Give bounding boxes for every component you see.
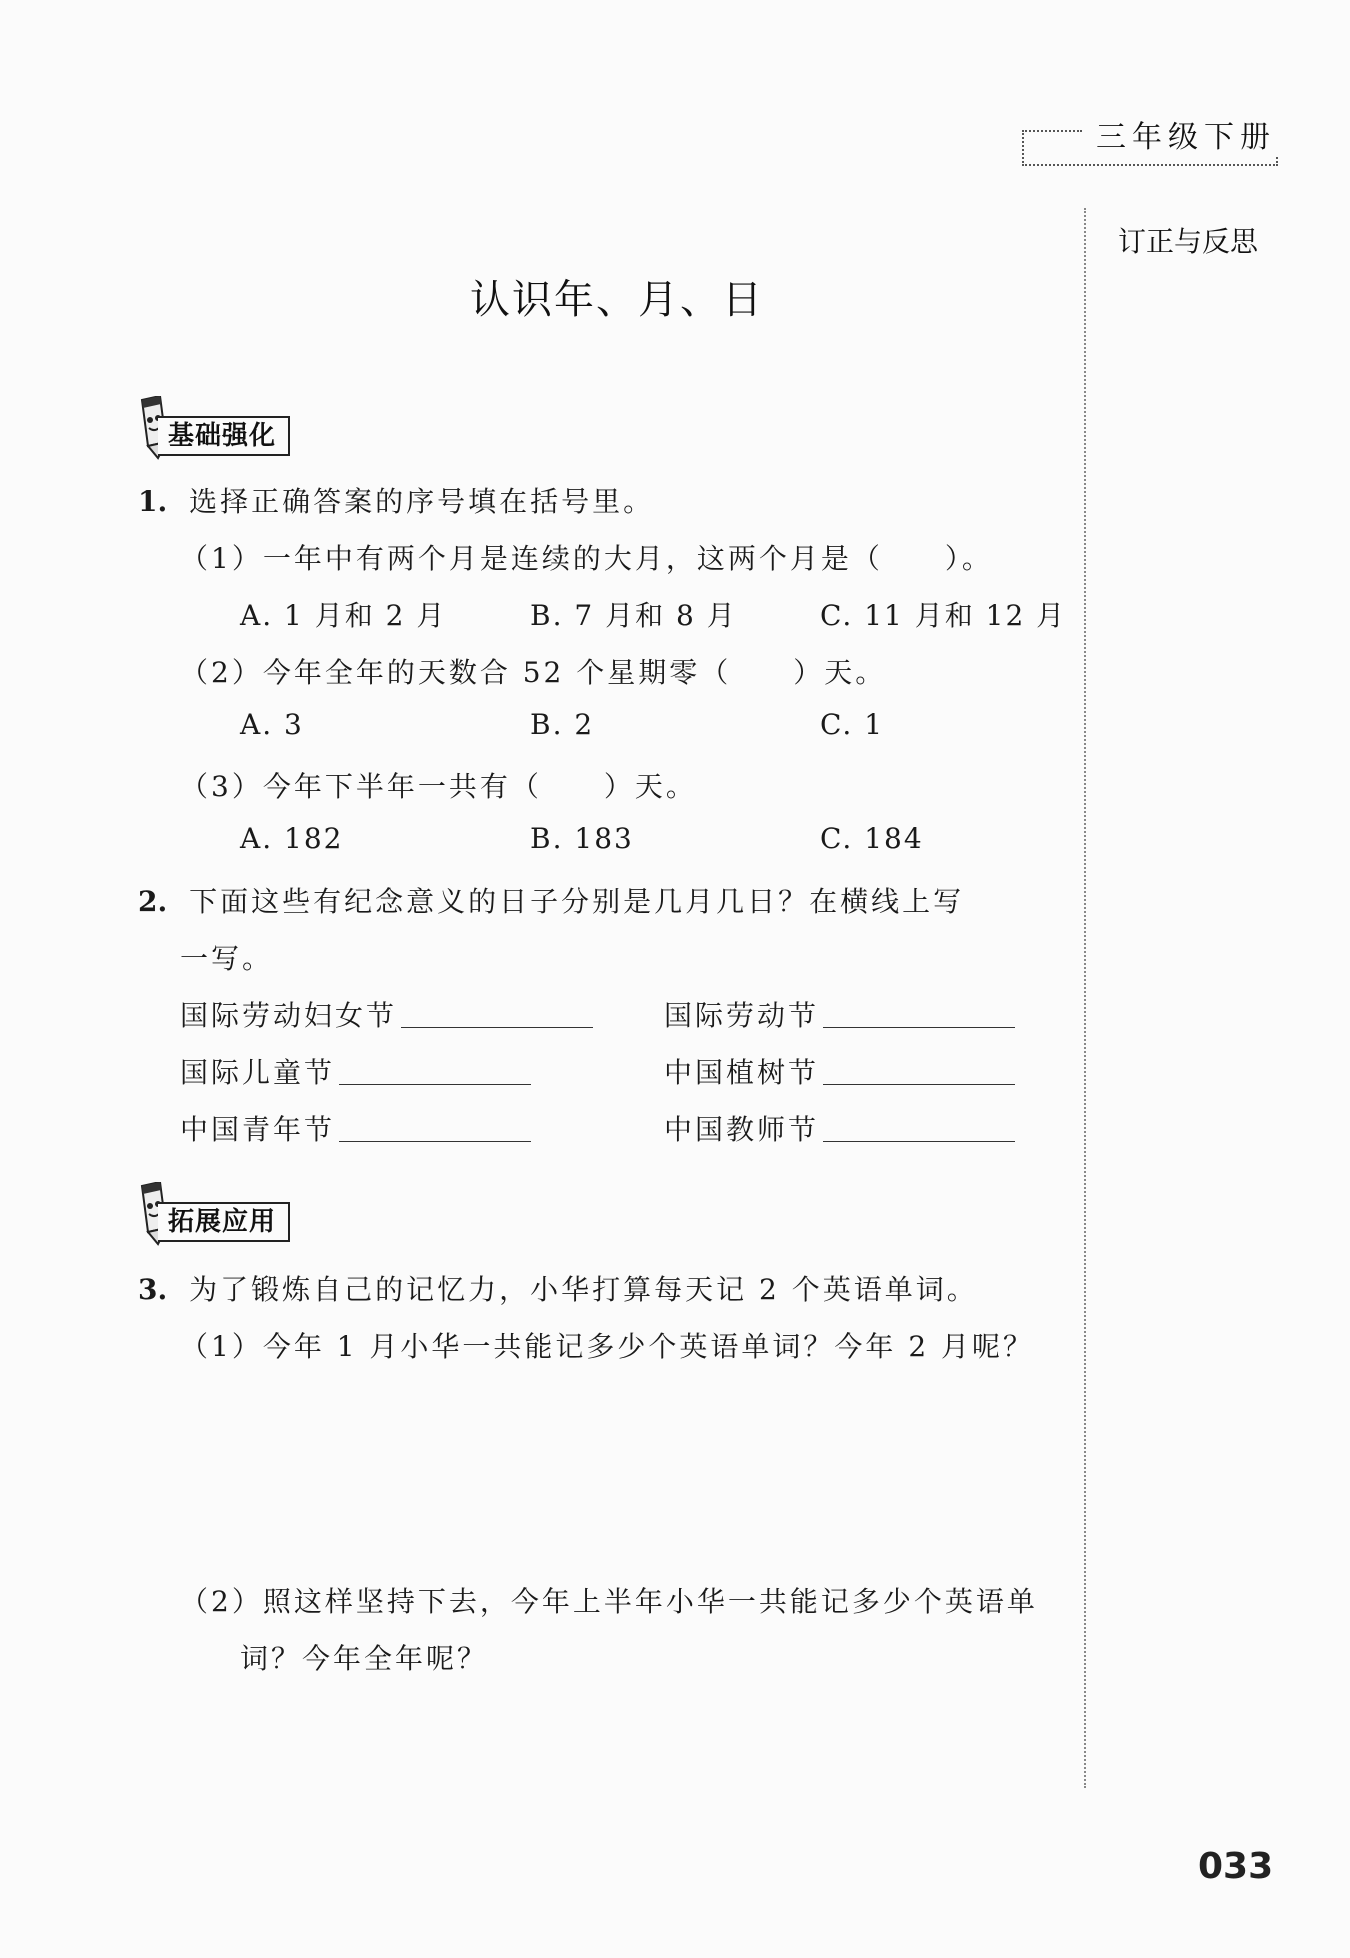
grade-tab-rule-left bbox=[1022, 130, 1082, 132]
holiday-label: 国际劳动妇女节 bbox=[180, 999, 398, 1032]
answer-area[interactable] bbox=[180, 1380, 1060, 1560]
question-3-part-1: （1）今年 1 月小华一共能记多少个英语单词？今年 2 月呢？ bbox=[180, 1330, 1035, 1363]
option-a: A. 3 bbox=[240, 708, 304, 741]
answer-blank[interactable] bbox=[823, 1083, 1015, 1085]
question-1-stem bbox=[138, 480, 654, 520]
grade-label: 三年级下册 bbox=[1082, 112, 1290, 156]
question-3-stem bbox=[138, 1268, 978, 1308]
question-number: 3. bbox=[138, 1273, 168, 1306]
question-1-part-3: （3）今年下半年一共有（ ）天。 bbox=[180, 770, 697, 803]
option-b: B. 7 月和 8 月 bbox=[530, 599, 737, 632]
question-2-stem-continued: 一写。 bbox=[180, 942, 274, 975]
sidebar-divider bbox=[1084, 208, 1086, 1788]
answer-blank[interactable] bbox=[401, 1026, 593, 1028]
holiday-label: 中国青年节 bbox=[180, 1113, 336, 1146]
holiday-label: 中国教师节 bbox=[664, 1113, 820, 1146]
question-1-part-1: （1）一年中有两个月是连续的大月，这两个月是（ ）。 bbox=[180, 542, 993, 575]
option-a: A. 1 月和 2 月 bbox=[240, 599, 447, 632]
holiday-row bbox=[180, 1108, 531, 1148]
question-text: 选择正确答案的序号填在括号里。 bbox=[189, 485, 655, 518]
option-b: B. 183 bbox=[530, 822, 634, 855]
page-title: 认识年、月、日 bbox=[470, 277, 764, 323]
option-b: B. 2 bbox=[530, 708, 595, 741]
holiday-row bbox=[664, 1051, 1015, 1091]
question-2-stem bbox=[138, 880, 964, 920]
page-number: 033 bbox=[1198, 1846, 1274, 1887]
correction-reflection-title: 订正与反思 bbox=[1118, 225, 1259, 258]
section-badge-label: 基础强化 bbox=[158, 416, 290, 456]
section-badge-label: 拓展应用 bbox=[158, 1202, 290, 1242]
answer-blank[interactable] bbox=[339, 1140, 531, 1142]
holiday-row bbox=[664, 1108, 1015, 1148]
option-c: C. 1 bbox=[820, 708, 885, 741]
question-3-part-2: （2）照这样坚持下去，今年上半年小华一共能记多少个英语单 bbox=[180, 1585, 1038, 1618]
option-a: A. 182 bbox=[240, 822, 344, 855]
holiday-label: 中国植树节 bbox=[664, 1056, 820, 1089]
answer-area[interactable] bbox=[180, 1690, 1060, 1830]
option-c: C. 184 bbox=[820, 822, 924, 855]
question-number: 1. bbox=[138, 485, 168, 518]
question-1-part-2: （2）今年全年的天数合 52 个星期零（ ）天。 bbox=[180, 656, 887, 689]
holiday-row bbox=[664, 994, 1015, 1034]
holiday-row bbox=[180, 994, 593, 1034]
holiday-row bbox=[180, 1051, 531, 1091]
option-c: C. 11 月和 12 月 bbox=[820, 599, 1067, 632]
question-number: 2. bbox=[138, 885, 168, 918]
answer-blank[interactable] bbox=[339, 1083, 531, 1085]
question-text: 下面这些有纪念意义的日子分别是几月几日？在横线上写 bbox=[189, 885, 965, 918]
question-text: 为了锻炼自己的记忆力，小华打算每天记 2 个英语单词。 bbox=[189, 1273, 978, 1306]
holiday-label: 国际劳动节 bbox=[664, 999, 820, 1032]
question-3-part-2-continued: 词？今年全年呢？ bbox=[240, 1642, 489, 1675]
answer-blank[interactable] bbox=[823, 1026, 1015, 1028]
holiday-label: 国际儿童节 bbox=[180, 1056, 336, 1089]
answer-blank[interactable] bbox=[823, 1140, 1015, 1142]
